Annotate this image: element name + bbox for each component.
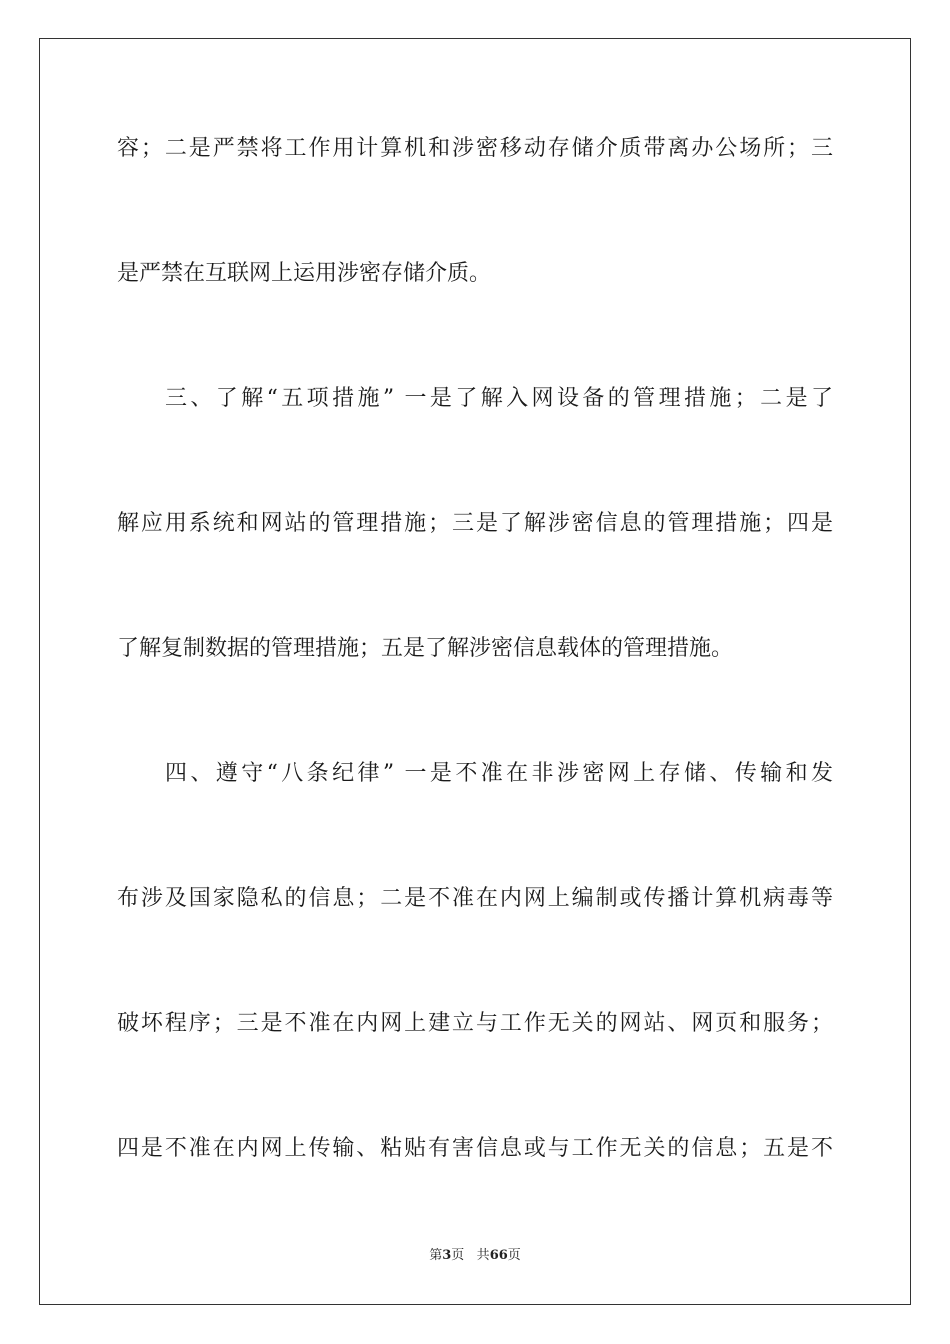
text-line: 是严禁在互联网上运用涉密存储介质。 (117, 261, 492, 286)
text-line: 解应用系统和网站的管理措施；三是了解涉密信息的管理措施；四是 (117, 511, 833, 536)
page-footer (0, 1247, 950, 1265)
total-prefix: 共 (476, 1248, 490, 1263)
text-line: 四是不准在内网上传输、粘贴有害信息或与工作无关的信息；五是不 (117, 1136, 833, 1161)
page-border (39, 38, 911, 1305)
text-line: 布涉及国家隐私的信息；二是不准在内网上编制或传播计算机病毒等 (117, 886, 833, 911)
total-pages: 66 (489, 1248, 508, 1263)
text-line: 了解复制数据的管理措施；五是了解涉密信息载体的管理措施。 (117, 636, 734, 661)
text-line: 破坏程序；三是不准在内网上建立与工作无关的网站、网页和服务； (117, 1011, 833, 1036)
section-heading-line: 四、遵守“八条纪律” 一是不准在非涉密网上存储、传输和发 (165, 761, 833, 786)
total-unit: 页 (507, 1248, 521, 1263)
page-prefix: 第 (429, 1248, 443, 1263)
text-line: 容；二是严禁将工作用计算机和涉密移动存储介质带离办公场所；三 (117, 136, 833, 161)
page-unit: 页 (451, 1248, 465, 1263)
section-heading-line: 三、了解“五项措施” 一是了解入网设备的管理措施；二是了 (165, 386, 833, 411)
page-number: 3 (442, 1248, 452, 1263)
